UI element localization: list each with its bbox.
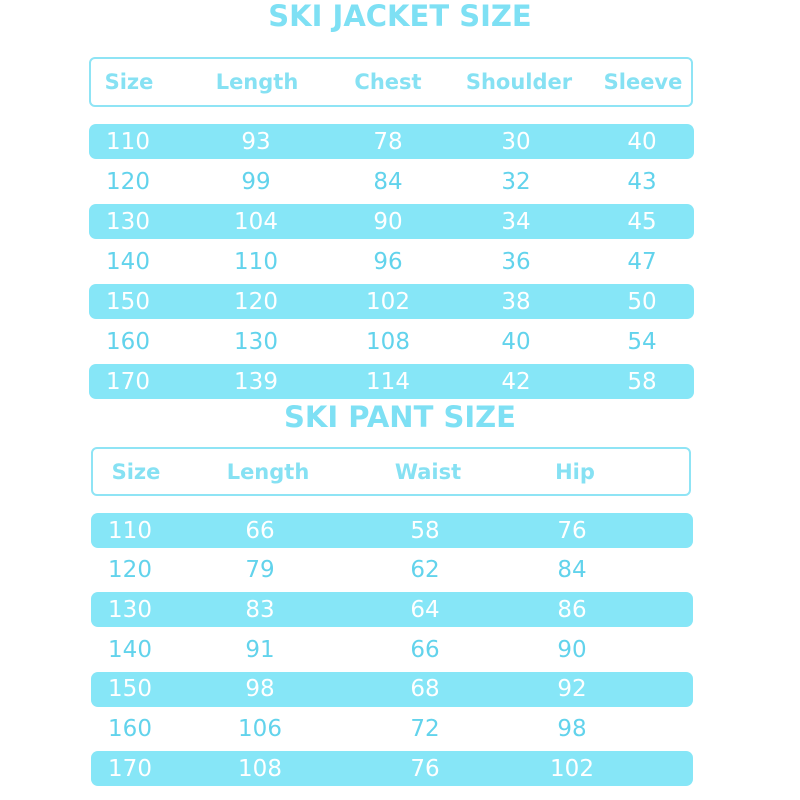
pant-header-size: Size <box>111 459 161 484</box>
pant-cell-length: 98 <box>245 676 275 703</box>
jacket-cell-length: 139 <box>234 368 278 395</box>
jacket-cell-length: 104 <box>234 208 278 235</box>
jacket-cell-shoulder: 40 <box>501 328 531 355</box>
pant-cell-size: 130 <box>108 596 152 623</box>
jacket-cell-size: 120 <box>106 168 150 195</box>
pant-table-row <box>91 592 693 627</box>
pant-cell-hip: 86 <box>557 596 587 623</box>
jacket-cell-chest: 78 <box>373 128 403 155</box>
jacket-cell-chest: 108 <box>366 328 410 355</box>
jacket-cell-size: 110 <box>106 128 150 155</box>
jacket-cell-length: 110 <box>234 248 278 275</box>
jacket-table-row <box>89 164 694 199</box>
jacket-size-title: SKI JACKET SIZE <box>268 0 532 33</box>
pant-cell-waist: 66 <box>410 636 440 663</box>
pant-cell-hip: 84 <box>557 557 587 584</box>
pant-cell-size: 110 <box>108 517 152 544</box>
jacket-header-sleeve: Sleeve <box>603 70 683 94</box>
jacket-table-row <box>89 324 694 359</box>
pant-cell-size: 160 <box>108 716 152 742</box>
pant-cell-length: 66 <box>245 517 275 544</box>
pant-cell-hip: 92 <box>557 676 587 703</box>
pant-cell-length: 108 <box>238 755 282 782</box>
pant-cell-hip: 98 <box>557 716 587 742</box>
pant-table-row <box>91 751 693 786</box>
pant-cell-size: 120 <box>108 557 152 584</box>
jacket-table-row <box>89 124 694 159</box>
pant-cell-length: 106 <box>238 716 282 742</box>
jacket-cell-sleeve: 54 <box>627 328 657 355</box>
pant-table-row <box>91 632 693 667</box>
jacket-cell-length: 99 <box>241 168 271 195</box>
jacket-header-shoulder: Shoulder <box>465 70 573 94</box>
pant-cell-hip: 102 <box>550 755 594 782</box>
jacket-cell-sleeve: 58 <box>627 368 657 395</box>
pant-cell-waist: 64 <box>410 596 440 623</box>
jacket-cell-size: 130 <box>106 208 150 235</box>
jacket-table-row <box>89 284 694 319</box>
jacket-cell-chest: 96 <box>373 248 403 275</box>
jacket-header-chest: Chest <box>354 70 422 94</box>
pant-header-length: Length <box>226 459 310 484</box>
pant-table-row <box>91 553 693 588</box>
pant-cell-length: 79 <box>245 557 275 584</box>
pant-table-row <box>91 672 693 707</box>
jacket-cell-sleeve: 43 <box>627 168 657 195</box>
jacket-cell-chest: 114 <box>366 368 410 395</box>
jacket-cell-shoulder: 38 <box>501 288 531 315</box>
jacket-table-row <box>89 364 694 399</box>
jacket-cell-chest: 90 <box>373 208 403 235</box>
jacket-cell-size: 160 <box>106 328 150 355</box>
jacket-cell-sleeve: 50 <box>627 288 657 315</box>
pant-cell-hip: 90 <box>557 636 587 663</box>
jacket-header-row <box>89 57 693 107</box>
jacket-cell-chest: 102 <box>366 288 410 315</box>
jacket-header-size: Size <box>104 70 154 94</box>
jacket-cell-size: 150 <box>106 288 150 315</box>
pant-header-row <box>91 447 691 496</box>
pant-cell-waist: 58 <box>410 517 440 544</box>
jacket-cell-size: 140 <box>106 248 150 275</box>
jacket-cell-shoulder: 42 <box>501 368 531 395</box>
jacket-cell-length: 120 <box>234 288 278 315</box>
jacket-cell-length: 93 <box>241 128 271 155</box>
jacket-table-row <box>89 204 694 239</box>
jacket-table-row <box>89 244 694 279</box>
jacket-header-length: Length <box>215 70 299 94</box>
jacket-cell-shoulder: 36 <box>501 248 531 275</box>
pant-size-title: SKI PANT SIZE <box>284 400 516 434</box>
pant-cell-waist: 62 <box>410 557 440 584</box>
pant-header-hip: Hip <box>555 459 595 484</box>
jacket-cell-chest: 84 <box>373 168 403 195</box>
pant-cell-waist: 76 <box>410 755 440 782</box>
pant-cell-waist: 68 <box>410 676 440 703</box>
pant-cell-length: 83 <box>245 596 275 623</box>
pant-cell-hip: 76 <box>557 517 587 544</box>
jacket-cell-size: 170 <box>106 368 150 395</box>
pant-cell-size: 170 <box>108 755 152 782</box>
jacket-cell-shoulder: 32 <box>501 168 531 195</box>
jacket-cell-sleeve: 40 <box>627 128 657 155</box>
pant-cell-length: 91 <box>245 636 275 663</box>
pant-header-waist: Waist <box>394 459 462 484</box>
jacket-cell-shoulder: 34 <box>501 208 531 235</box>
pant-cell-size: 140 <box>108 636 152 663</box>
jacket-cell-length: 130 <box>234 328 278 355</box>
jacket-cell-shoulder: 30 <box>501 128 531 155</box>
pant-cell-waist: 72 <box>410 716 440 742</box>
pant-table-row <box>91 513 693 548</box>
pant-table-row <box>91 712 693 747</box>
jacket-cell-sleeve: 45 <box>627 208 657 235</box>
jacket-cell-sleeve: 47 <box>627 248 657 275</box>
pant-cell-size: 150 <box>108 676 152 703</box>
